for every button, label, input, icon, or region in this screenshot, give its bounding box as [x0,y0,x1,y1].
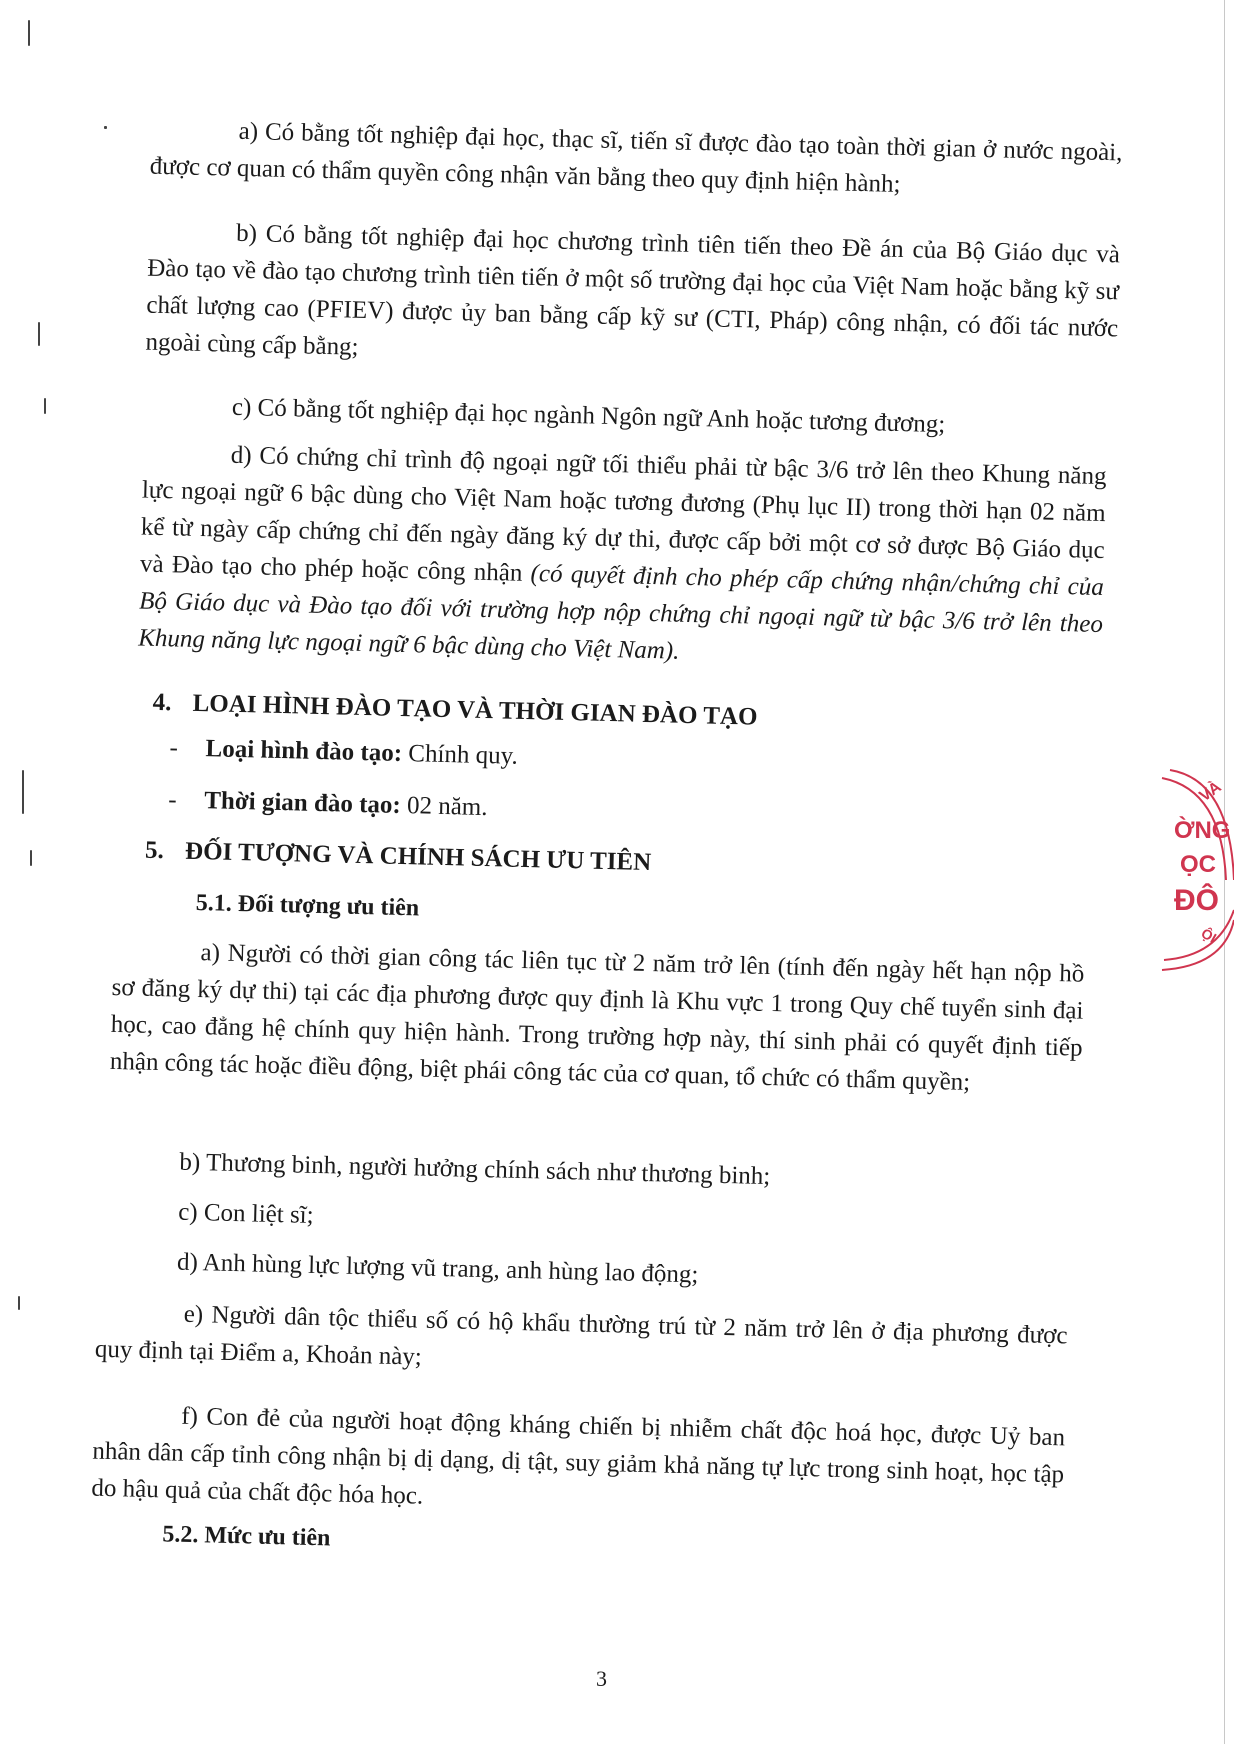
subsection-5-1-heading: 5.1. Đối tượng ưu tiên [195,889,420,922]
scan-speck [44,398,46,414]
seal-stamp [1160,760,1234,980]
paragraph-d [138,435,1107,680]
priority-paragraph-e: e) Người dân tộc thiểu số có hộ khẩu thường trú từ 2 năm trở lên ở địa phương được quy định tại Điểm a, Khoản này; [94,1300,1068,1371]
priority-paragraph-a: a) Người có thời gian công tác liên tục từ 2 năm trở lên (tính đến ngày hết hạn nộp hồ sơ đăng ký dự thi) tại các địa phương được quy định là Khu vực 1 trong Quy chế tuyển sinh đại học, cao đẳng hệ chính quy hiện hành. Trong trường hợp này, thí sinh phải có quyết định tiếp nhận công tác hoặc điều động, biệt phái công tác của cơ quan, tổ chức có thẩm quyền; [109,939,1085,1096]
scan-speck [22,770,24,814]
scan-speck [30,850,32,866]
priority-paragraph-f: f) Con đẻ của người hoạt động kháng chiến bị nhiễm chất độc hoá học, được Uỷ ban nhân dân cấp tỉnh công nhận bị dị dạng, dị tật, suy giảm khả năng tự lực trong sinh hoạt, học tập do hậu quả của chất độc hóa học. [91,1402,1066,1510]
priority-paragraph-b: b) Thương binh, người hưởng chính sách như thương binh; [179,1148,771,1191]
scan-speck [38,322,40,346]
paragraph-c: c) Có bằng tốt nghiệp đại học ngành Ngôn ngữ Anh hoặc tương đương; [231,393,946,439]
section-4-heading [152,689,757,732]
training-type-label: Loại hình đào tạo: [205,735,403,767]
list-dash: - [167,786,177,814]
priority-paragraph-d: d) Anh hùng lực lượng vũ trang, anh hùng lao động; [176,1248,699,1289]
section-5-number: 5. [144,836,165,865]
page-number: 3 [596,1666,607,1691]
section-5-heading [145,837,652,877]
training-type-item [169,734,518,771]
section-5-title: ĐỐI TƯỢNG VÀ CHÍNH SÁCH ƯU TIÊN [184,837,652,877]
section-4-number: 4. [152,688,172,717]
section-4-title: LOẠI HÌNH ĐÀO TẠO VÀ THỜI GIAN ĐÀO TẠO [192,689,758,731]
list-dash: - [169,734,179,762]
svg-text:ỘI: ỘI [1198,924,1220,946]
scan-speck [18,1296,20,1310]
scan-speck [28,20,30,46]
subsection-5-2-heading: 5.2. Mức ưu tiên [162,1521,331,1552]
paragraph-d-main: d) Có chứng chỉ trình độ ngoại ngữ tối thiểu phải từ bậc 3/6 trở lên theo Khung năng lực ngoại ngữ 6 bậc dùng cho Việt Nam hoặc tương đương (Phụ lục II) trong thời hạn 02 năm kể từ ngày cấp chứng chỉ đến ngày đăng ký dự thi, được cấp bởi một cơ sở được Bộ Giáo dục và Đào tạo cho phép hoặc công nhận [139,441,1107,588]
paragraph-b: b) Có bằng tốt nghiệp đại học chương trình tiên tiến theo Đề án của Bộ Giáo dục và Đào tạo về đào tạo chương trình tiên tiến ở một số trường đại học của Việt Nam hoặc bằng kỹ sư chất lượng cao (PFIEV) được ủy ban bằng cấp kỹ sư (CTI, Pháp) công nhận, có đối tác nước ngoài cùng cấp bằng; [145,219,1121,361]
scan-speck [104,126,107,129]
svg-text:VÀ: VÀ [1196,778,1225,806]
svg-text:ỜNG: ỜNG [1174,817,1231,844]
svg-text:ỌC: ỌC [1180,851,1216,878]
training-duration-label: Thời gian đào tạo: [203,787,402,819]
paragraph-a: a) Có bằng tốt nghiệp đại học, thạc sĩ, tiến sĩ được đào tạo toàn thời gian ở nước ngoài, được cơ quan có thẩm quyền công nhận văn bằng theo quy định hiện hành; [149,117,1123,198]
svg-text:ĐÔ: ĐÔ [1174,884,1219,917]
priority-paragraph-c: c) Con liệt sĩ; [177,1198,314,1229]
training-type-value: Chính quy. [401,739,519,770]
paragraph-d-note: (có quyết định cho phép cấp chứng nhận/chứng chỉ của Bộ Giáo dục và Đào tạo đối với trường hợp nộp chứng chỉ ngoại ngữ từ bậc 3/6 trở lên theo Khung năng lực ngoại ngữ 6 bậc dùng cho Việt Nam). [137,560,1105,665]
training-duration-value: 02 năm. [400,791,488,822]
training-duration-item [168,786,488,822]
